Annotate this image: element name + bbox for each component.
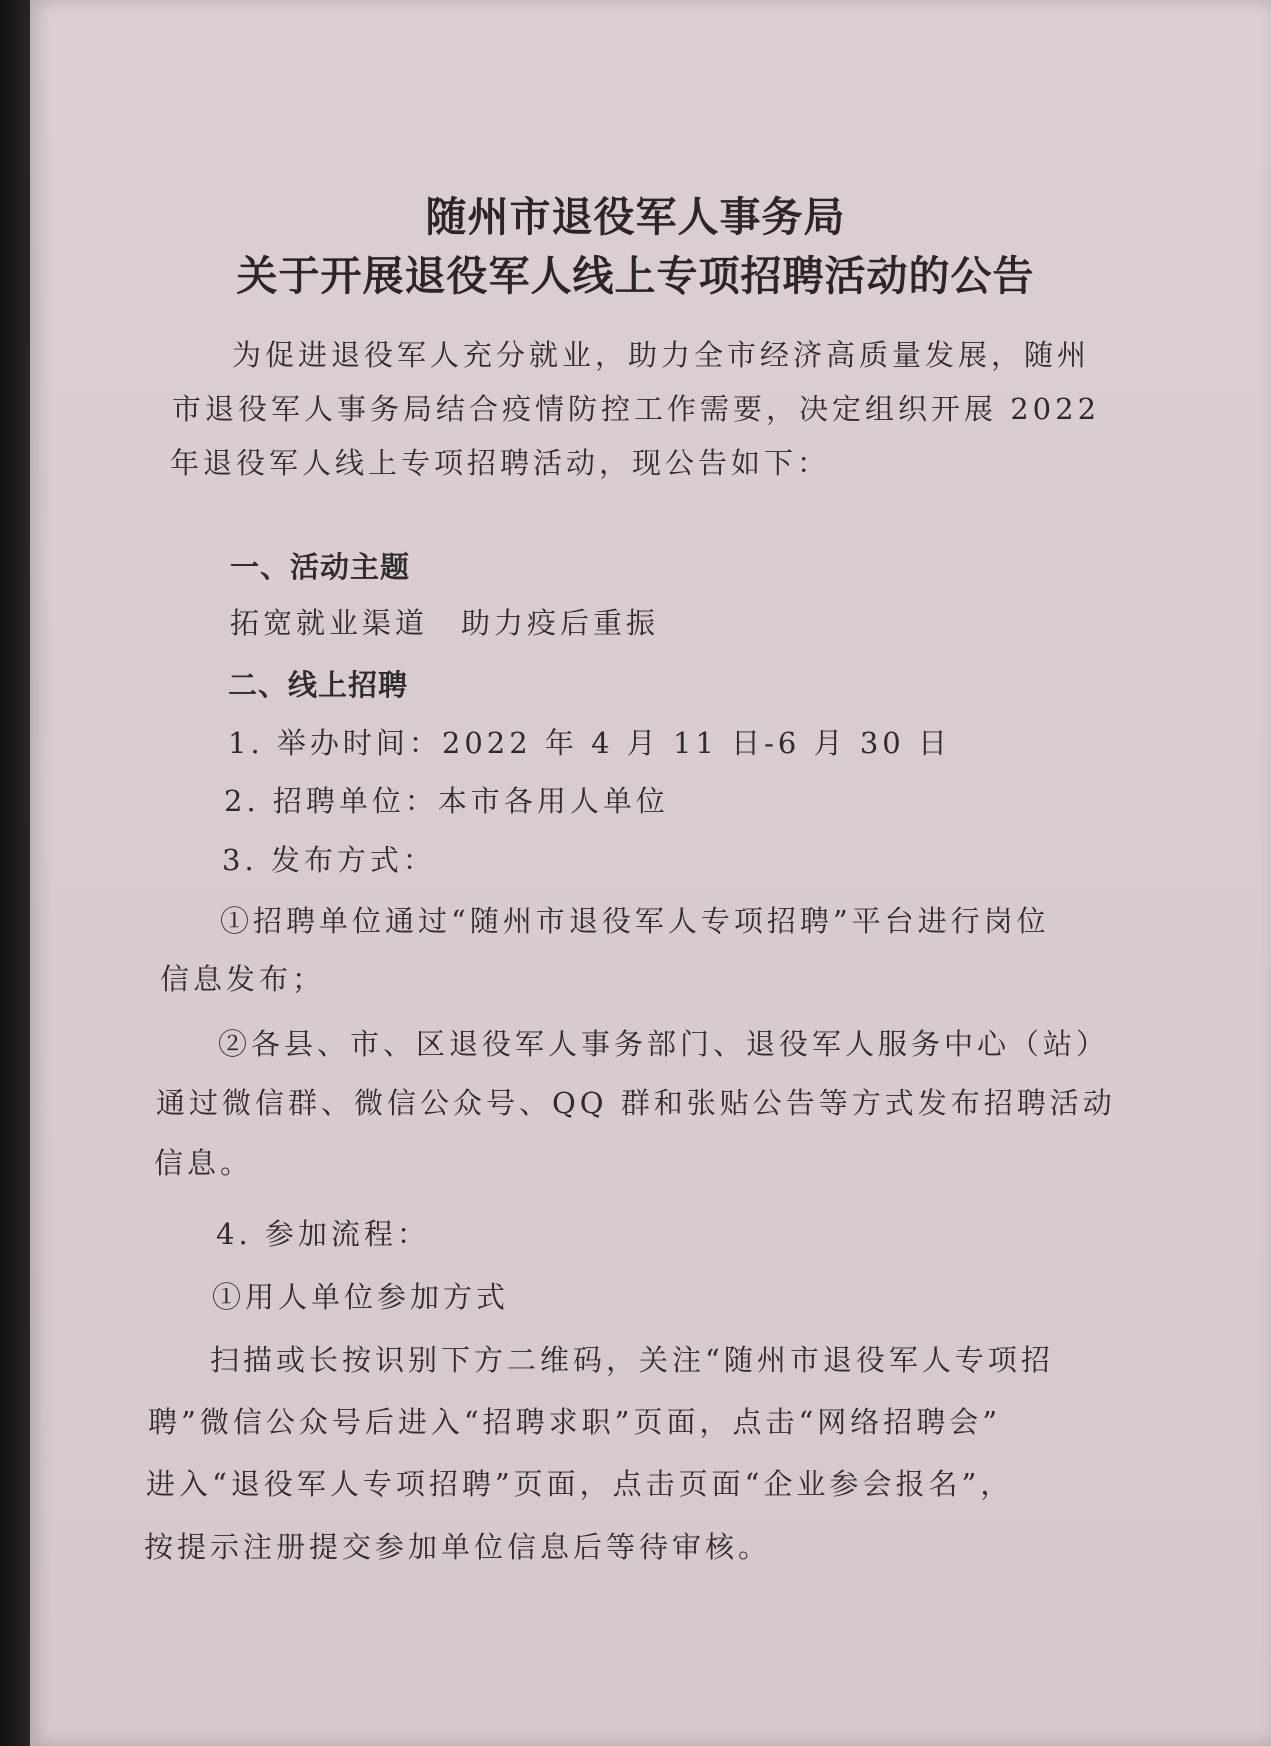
section2-item3: 3. 发布方式：	[222, 843, 436, 877]
sub1-text-line-3: 进入“退役军人专项招聘”页面，点击页面“企业参会报名”，	[146, 1467, 1014, 1501]
intro-line-1: 为促进退役军人充分就业，助力全市经济高质量发展，随州	[232, 338, 1091, 372]
intro-line-3: 年退役军人线上专项招聘活动，现公告如下：	[170, 446, 831, 480]
sub1-text-line-4: 按提示注册提交参加单位信息后等待审核。	[144, 1530, 772, 1564]
section2-item2: 2. 招聘单位：本市各用人单位	[224, 784, 669, 818]
intro-line-2: 市退役军人事务局结合疫情防控工作需要，决定组织开展 2022	[172, 392, 1101, 426]
sub1-heading: ①用人单位参加方式	[212, 1280, 510, 1314]
method2-line-2: 通过微信群、微信公众号、QQ 群和张贴公告等方式发布招聘活动	[156, 1086, 1116, 1120]
section2-heading: 二、线上招聘	[228, 668, 409, 702]
method1-line-1: ①招聘单位通过“随州市退役军人专项招聘”平台进行岗位	[220, 904, 1050, 938]
method2-line-3: 信息。	[154, 1146, 254, 1180]
document-title-line1: 随州市退役军人事务局	[425, 193, 846, 241]
sub1-text-line-1: 扫描或长按识别下方二维码，关注“随州市退役军人专项招	[210, 1343, 1054, 1377]
section2-item4: 4. 参加流程：	[216, 1217, 430, 1251]
section1-heading: 一、活动主题	[230, 550, 411, 584]
section2-item1: 1. 举办时间：2022 年 4 月 11 日-6 月 30 日	[228, 726, 951, 760]
sub1-text-line-2: 聘”微信公众号后进入“招聘求职”页面，点击“网络招聘会”	[148, 1405, 1002, 1439]
document-title-line2: 关于开展退役军人线上专项招聘活动的公告	[236, 252, 1035, 300]
section1-content: 拓宽就业渠道 助力疫后重振	[230, 606, 660, 640]
method2-line-1: ②各县、市、区退役军人事务部门、退役军人服务中心（站）	[218, 1027, 1110, 1061]
method1-line-2: 信息发布；	[160, 962, 326, 996]
